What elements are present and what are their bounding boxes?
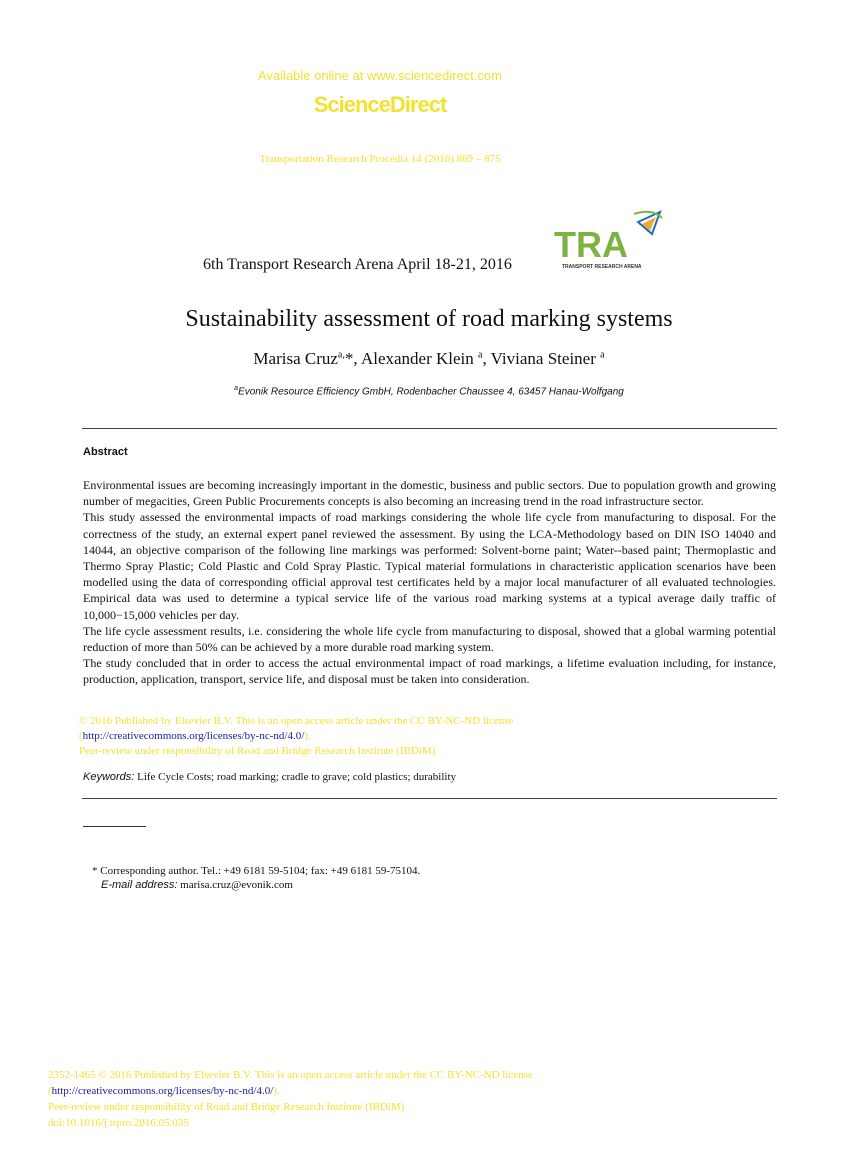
conference-title: 6th Transport Research Arena April 18-21, 2016 <box>203 256 512 273</box>
keywords <box>83 771 456 783</box>
abstract-body <box>83 477 776 688</box>
author-list: Marisa Cruz$^{a,}$*, Alexander Klein $^a$, Viviana Steiner $^a$ <box>253 349 605 368</box>
author-name: Marisa Cruz <box>253 349 338 368</box>
tra-arrow-icon <box>634 212 662 234</box>
abstract-paragraph: The life cycle assessment results, i.e. considering the whole life cycle from manufacturing to disposal, showed that a global warming potential reduction of more than 50% can be achieved by a more durable road marking system. <box>83 623 776 655</box>
author-affil-mark: a, <box>337 349 345 361</box>
peer-review-line: Peer-review under responsibility of Road and Bridge Research Institute (IBDiM) <box>79 745 436 757</box>
abstract-paragraph: The study concluded that in order to access the actual environmental impact of road markings, a lifetime evaluation including, for instance, production, application, transport, service life, and disposal must be taken into consideration. <box>83 656 776 687</box>
tra-logo <box>552 208 668 272</box>
divider-bottom <box>82 798 777 799</box>
tra-logo-main: TRA <box>554 224 628 265</box>
tra-logo-sub: TRANSPORT RESEARCH ARENA <box>562 264 642 270</box>
journal-reference: Transportation Research Procedia 14 (2016) 869 – 875 <box>259 153 501 165</box>
author-affil-mark: a <box>478 349 483 361</box>
abstract-paragraph: Environmental issues are becoming increasingly important in the domestic, business and public sectors. Due to population growth and growing number of megacities, Green Public Procurements concepts is also becoming an increasing trend in the road infrastructure sector. <box>83 478 776 509</box>
article-title: Sustainability assessment of road marking systems <box>185 306 673 332</box>
footnote-rule <box>83 826 146 827</box>
copyright-line: © 2016 Published by Elsevier B.V. This is an open access article under the CC BY-NC-ND license <box>79 715 514 727</box>
footer-license-line: (http://creativecommons.org/licenses/by-nc-nd/4.0/). <box>48 1085 280 1097</box>
affiliation: $^a$Evonik Resource Efficiency GmbH, Rodenbacher Chaussee 4, 63457 Hanau-Wolfgang <box>234 385 624 398</box>
license-line: (http://creativecommons.org/licenses/by-nc-nd/4.0/). <box>79 730 311 742</box>
email-address[interactable]: marisa.cruz@evonik.com <box>180 879 293 891</box>
corresponding-author: * Corresponding author. Tel.: +49 6181 59-5104; fax: +49 6181 59-75104. <box>92 865 421 877</box>
footer-license-link[interactable]: http://creativecommons.org/licenses/by-nc-nd/4.0/ <box>51 1085 274 1097</box>
divider-top <box>82 428 777 429</box>
author-name: Viviana Steiner <box>490 349 596 368</box>
keywords-text: Life Cycle Costs; road marking; cradle to grave; cold plastics; durability <box>137 771 457 783</box>
issn-line: 2352-1465 © 2016 Published by Elsevier B.V. This is an open access article under the CC BY-NC-ND license <box>48 1069 533 1081</box>
author-name: Alexander Klein <box>360 349 474 368</box>
doi: doi:10.1016/j.trpro.2016.05.035 <box>48 1117 189 1129</box>
abstract-heading: Abstract <box>83 446 128 458</box>
sciencedirect-logo: ScienceDirect <box>313 92 447 117</box>
abstract-paragraph: This study assessed the environmental impacts of road markings considering the whole life cycle from manufacturing to disposal. For the correctness of the study, an external expert panel reviewed the assessment. By using the LCA-Methodology based on DIN ISO 14040 and 14044, an objective comparison of the following line markings was performed: Solvent-borne paint; Water--based paint; Thermoplastic and Thermo Spray Plastic; Cold Plastic and Cold Spray Plastic. Typical material formulations in characteristic application scenarios have been modelled using the data of corresponding official approval test certificates held by a major local manufacturer of all evaluated technologies. Empirical data was used to determine a typical service life of the various road marking systems at a typical average daily traffic of 10,000−15,000 vehicles per day. <box>83 510 776 622</box>
footer-peer-review: Peer-review under responsibility of Road and Bridge Research Institute (IBDiM) <box>48 1101 405 1113</box>
author-affil-mark: a <box>600 349 605 361</box>
available-online-text: Available online at www.sciencedirect.com <box>258 68 502 83</box>
keywords-label: Keywords: <box>83 771 135 783</box>
license-link[interactable]: http://creativecommons.org/licenses/by-nc-nd/4.0/ <box>82 730 305 742</box>
email-line: E-mail address: marisa.cruz@evonik.com <box>101 879 293 891</box>
